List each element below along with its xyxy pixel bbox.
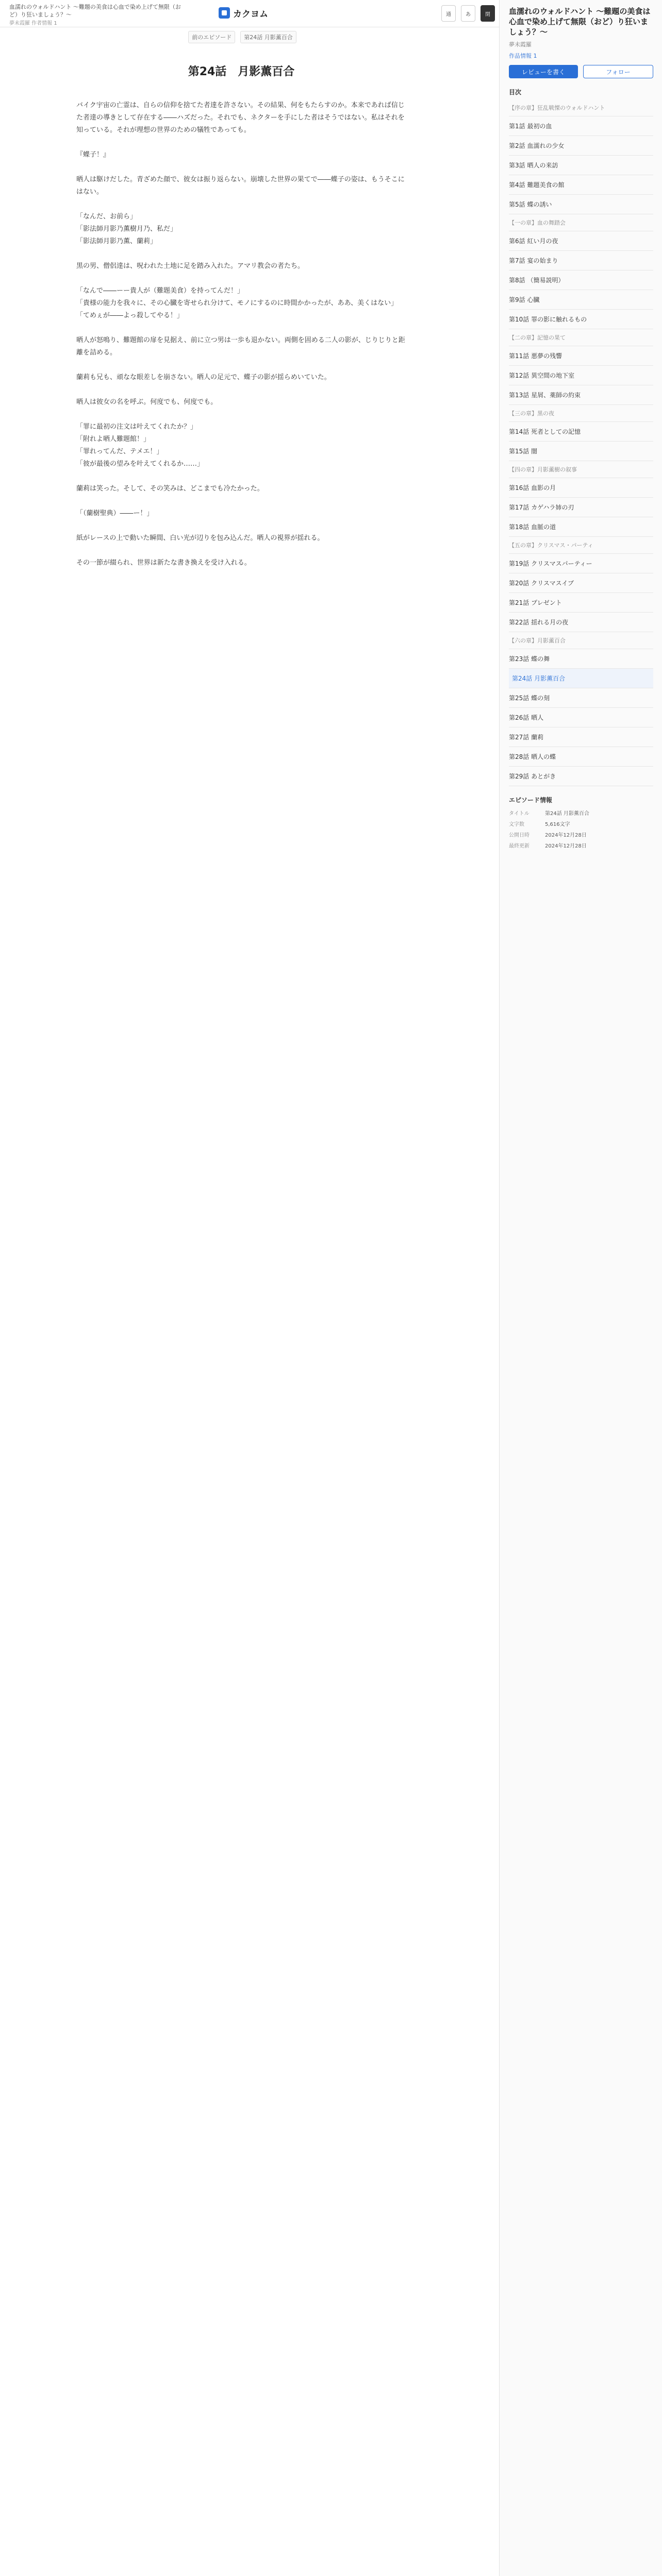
toc-episode-link[interactable]: 第4話 難題美食の館 xyxy=(509,175,653,195)
prev-episode-link[interactable]: 前のエピソード xyxy=(188,31,235,43)
toc-chapter-heading: 【一の章】血の舞踏会 xyxy=(509,214,653,231)
body-paragraph: 「なんだ、お前ら」 「影法師月影乃薫樹月乃、私だ」 「影法師月影乃薫、蘭莉」 xyxy=(76,213,177,245)
episode-title: 第24話 月影薫百合 xyxy=(188,65,295,78)
info-value: 2024年12月28日 xyxy=(545,843,587,849)
sidebar xyxy=(499,0,662,2576)
toc-chapter-heading: 【四の章】月影薫樹の叙事 xyxy=(509,461,653,478)
current-episode-label: 第24話 月影薫百合 xyxy=(240,31,296,43)
info-key: 文字数 xyxy=(509,822,524,827)
logo-icon xyxy=(219,7,230,19)
toc-episode-link[interactable]: 第12話 異空間の地下室 xyxy=(509,366,653,385)
toc-episode-link[interactable]: 第14話 死者としての記憶 xyxy=(509,422,653,442)
write-review-button[interactable]: レビューを書く xyxy=(509,65,578,78)
toc-chapter-heading: 【序の章】狂乱戦慄のウォルドハント xyxy=(509,99,653,116)
info-row xyxy=(509,829,653,840)
body-paragraph: その一節が綴られ、世界は新たな書き換えを受け入れる。 xyxy=(76,559,251,567)
info-value: 5,616文字 xyxy=(545,822,570,827)
toc-episode-link[interactable]: 第26話 晒人 xyxy=(509,708,653,727)
toc-episode-link[interactable]: 第27話 蘭莉 xyxy=(509,727,653,747)
sidebar-work-info[interactable]: 作品情報 1 xyxy=(509,53,537,59)
episode-text xyxy=(76,99,406,569)
toc-episode-link[interactable]: 第17話 カゲハラ姉の刃 xyxy=(509,498,653,517)
body-paragraph: 蘭莉は笑った。そして、その笑みは、どこまでも冷たかった。 xyxy=(76,485,264,493)
body-paragraph: 紙がレースの上で動いた瞬間、白い光が辺りを包み込んだ。晒人の視界が揺れる。 xyxy=(76,534,324,542)
body-paragraph: 蘭莉も兄も、頑なな眼差しを崩さない。晒人の足元で、蝶子の影が揺らめいていた。 xyxy=(76,374,331,381)
info-key: 公開日時 xyxy=(509,833,529,838)
toc-chapter-heading: 【三の章】黒の夜 xyxy=(509,405,653,422)
toc-chapter-heading: 【六の章】月影薫百合 xyxy=(509,632,653,649)
toc-episode-link[interactable]: 第10話 罪の影に触れるもの xyxy=(509,310,653,329)
toc-chapter-heading: 【二の章】記憶の果て xyxy=(509,329,653,346)
toc-episode-link[interactable]: 第25話 蝶の刻 xyxy=(509,688,653,708)
notification-icon[interactable]: 通 xyxy=(441,5,456,22)
info-value: 第24話 月影薫百合 xyxy=(545,811,589,817)
toc-episode-link[interactable]: 第18話 血脈の道 xyxy=(509,517,653,537)
toc-episode-link[interactable]: 第22話 揺れる月の夜 xyxy=(509,613,653,632)
toc-episode-link[interactable]: 第16話 血影の月 xyxy=(509,478,653,498)
episode-info xyxy=(509,807,653,851)
toc-episode-link[interactable]: 第9話 心臓 xyxy=(509,290,653,310)
body-paragraph: 晒人は駆けだした。青ざめた顔で、彼女は振り返らない。崩壊した世界の果てで――蝶子の姿は、もうそこにはない。 xyxy=(76,176,405,196)
body-paragraph: 「なんで――ーー貴人が（難題美食）を持ってんだ！」 「貴様の能力を我々に、その心臓を寄せられ分けて、モノにするのに時間かかったが、ああ、美くはない」 「てめぇが――よっ殺してやる！」 xyxy=(76,287,398,319)
info-row xyxy=(509,807,653,818)
toc-episode-link[interactable]: 第28話 晒人の蝶 xyxy=(509,747,653,767)
header-icons xyxy=(441,5,495,22)
info-key: タイトル xyxy=(509,811,529,817)
toc-episode-link[interactable]: 第23話 蝶の舞 xyxy=(509,649,653,669)
info-key: 最終更新 xyxy=(509,843,529,849)
body-paragraph: 「罪に最初の注文は叶えてくれたか？」 「附れよ晒人難題館！」 「罪れってんだ、テメエ！」 「彼が最後の望みを叶えてくれるか……」 xyxy=(76,423,204,468)
body-paragraph: 「（蘭樹聖典）――ー！」 xyxy=(76,510,154,517)
toc-episode-link[interactable]: 第1話 最初の血 xyxy=(509,116,653,136)
table-of-contents xyxy=(509,99,653,786)
display-settings-icon[interactable]: あ xyxy=(461,5,475,22)
toc-episode-link[interactable]: 第21話 プレゼント xyxy=(509,593,653,613)
body-paragraph: 晒人が怒鳴り、難題館の扉を見据え、前に立つ男は一歩も退かない。両側を固める二人の影が、じりじりと距離を詰める。 xyxy=(76,336,405,357)
body-paragraph: バイク宇宙の亡霊は、自らの信仰を捨てた者達を許さない。その結果、何をもたらすのか。本来であれば信じた者達の導きとして存在する――ハズだった。それでも、ネクターを手にした者はそうではない。私はそれを知っている。それが理想の世界のための犠牲であっても。 xyxy=(76,101,405,134)
episode-nav xyxy=(175,31,309,43)
info-row xyxy=(509,818,653,829)
info-value: 2024年12月28日 xyxy=(545,833,587,838)
toc-episode-link[interactable]: 第20話 クリスマスイブ xyxy=(509,573,653,593)
toc-chapter-heading: 【五の章】クリスマス・パーティ xyxy=(509,537,653,554)
body-paragraph: 『蝶子！』 xyxy=(76,151,110,159)
site-logo[interactable] xyxy=(219,6,268,20)
close-icon[interactable]: 閉 xyxy=(481,5,495,22)
toc-episode-link[interactable]: 第2話 血濡れの少女 xyxy=(509,136,653,156)
toc-heading: 目次 xyxy=(509,89,522,96)
toc-episode-link[interactable]: 第8話 （簡易説明） xyxy=(509,270,653,290)
toc-episode-link[interactable]: 第29話 あとがき xyxy=(509,767,653,786)
sidebar-novel-title[interactable]: 血濡れのウォルドハント 〜難題の美食は心血で染め上げて無限（おど）り狂いましょう？〜 xyxy=(509,7,651,37)
logo-text: カクヨム xyxy=(233,9,268,20)
toc-episode-link[interactable]: 第15話 闇 xyxy=(509,442,653,461)
body-paragraph: 晒人は彼女の名を呼ぶ。何度でも、何度でも。 xyxy=(76,398,218,406)
toc-episode-link[interactable]: 第11話 悪夢の残響 xyxy=(509,346,653,366)
toc-episode-link[interactable]: 第19話 クリスマスパーティー xyxy=(509,554,653,573)
info-row xyxy=(509,840,653,851)
episode-info-heading: エピソード情報 xyxy=(509,796,553,804)
novel-title[interactable]: 血濡れのウォルドハント 〜難題の美食は心血で染め上げて無限（おど）り狂いましょう？〜 xyxy=(9,4,181,18)
toc-episode-link[interactable]: 第7話 宴の始まり xyxy=(509,251,653,270)
body-paragraph: 黒の男、僧侶達は、呪われた土地に足を踏み入れた。アマリ教会の者たち。 xyxy=(76,262,305,270)
sidebar-author[interactable]: 夢未霞羅 xyxy=(509,41,532,48)
toc-episode-link[interactable]: 第3話 晒人の来訪 xyxy=(509,156,653,175)
toc-episode-link[interactable]: 第13話 星屑、薬師の約束 xyxy=(509,385,653,405)
episode-body xyxy=(76,47,406,582)
author-name[interactable]: 夢未霞羅 作者情報 1 xyxy=(9,21,57,26)
toc-episode-link[interactable]: 第5話 蝶の誘い xyxy=(509,195,653,214)
toc-episode-link[interactable]: 第6話 紅い月の夜 xyxy=(509,231,653,251)
toc-episode-link[interactable]: 第24話 月影薫百合 xyxy=(509,669,653,688)
follow-button[interactable]: フォロー xyxy=(583,65,653,78)
